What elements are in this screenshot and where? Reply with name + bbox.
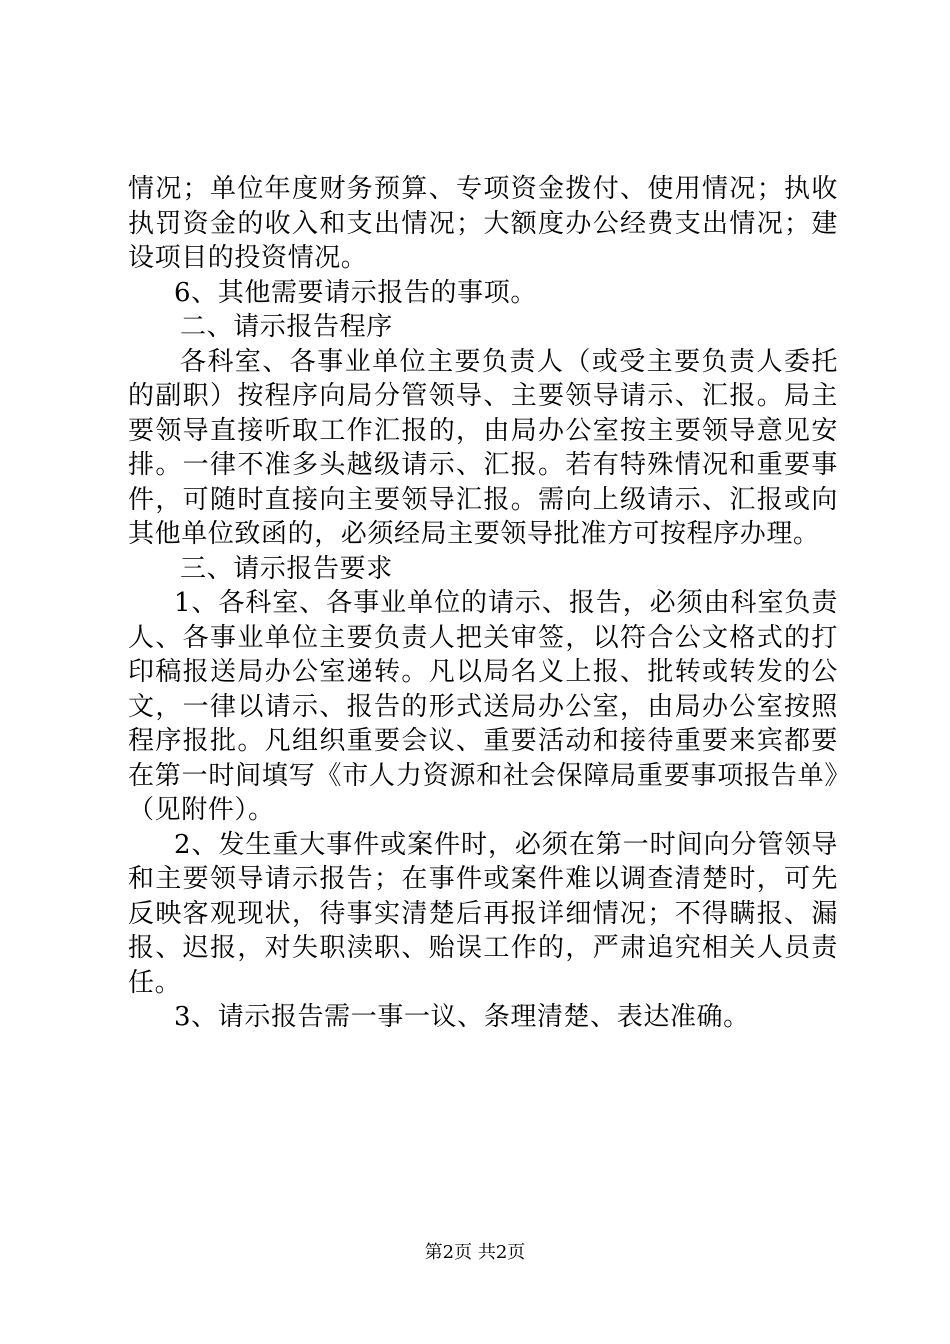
section-heading-requirements: 三、请示报告要求 (180, 553, 393, 584)
paragraph-item-6: 6、其他需要请示报告的事项。 (174, 277, 537, 308)
paragraph-procedure: 各科室、各事业单位主要负责人（或受主要负责人委托的副职）按程序向局分管领导、主要领导请示、汇报。局主要领导直接听取工作汇报的，由局办公室按主要领导意见安排。一律不准多头越级请示、汇报。若有特殊情况和重要事件，可随时直接向主要领导汇报。需向上级请示、汇报或向其他单位致函的，必须经局主要领导批准方可按程序办理。 (128, 346, 838, 549)
paragraph-requirement-2: 2、发生重大事件或案件时，必须在第一时间向分管领导和主要领导请示报告；在事件或案件难以调查清楚时，可先反映客观现状，待事实清楚后再报详细情况；不得瞒报、漏报、迟报，对失职渎职、贻误工作的，严肃追究相关人员责任。 (128, 829, 838, 998)
paragraph-requirement-1: 1、各科室、各事业单位的请示、报告，必须由科室负责人、各事业单位主要负责人把关审签，以符合公文格式的打印稿报送局办公室递转。凡以局名义上报、批转或转发的公文，一律以请示、报告的形式送局办公室，由局办公室按照程序报批。凡组织重要会议、重要活动和接待重要来宾都要在第一时间填写《市人力资源和社会保障局重要事项报告单》（见附件）。 (128, 588, 838, 825)
page-number-footer: 第2页 共2页 (424, 1242, 526, 1263)
paragraph-requirement-3: 3、请示报告需一事一议、条理清楚、表达准确。 (174, 1002, 750, 1032)
section-heading-procedure: 二、请示报告程序 (180, 312, 393, 342)
paragraph-continued: 情况；单位年度财务预算、专项资金拨付、使用情况；执收执罚资金的收入和支出情况；大额度办公经费支出情况；建设项目的投资情况。 (128, 174, 838, 273)
document-body (128, 172, 838, 1035)
